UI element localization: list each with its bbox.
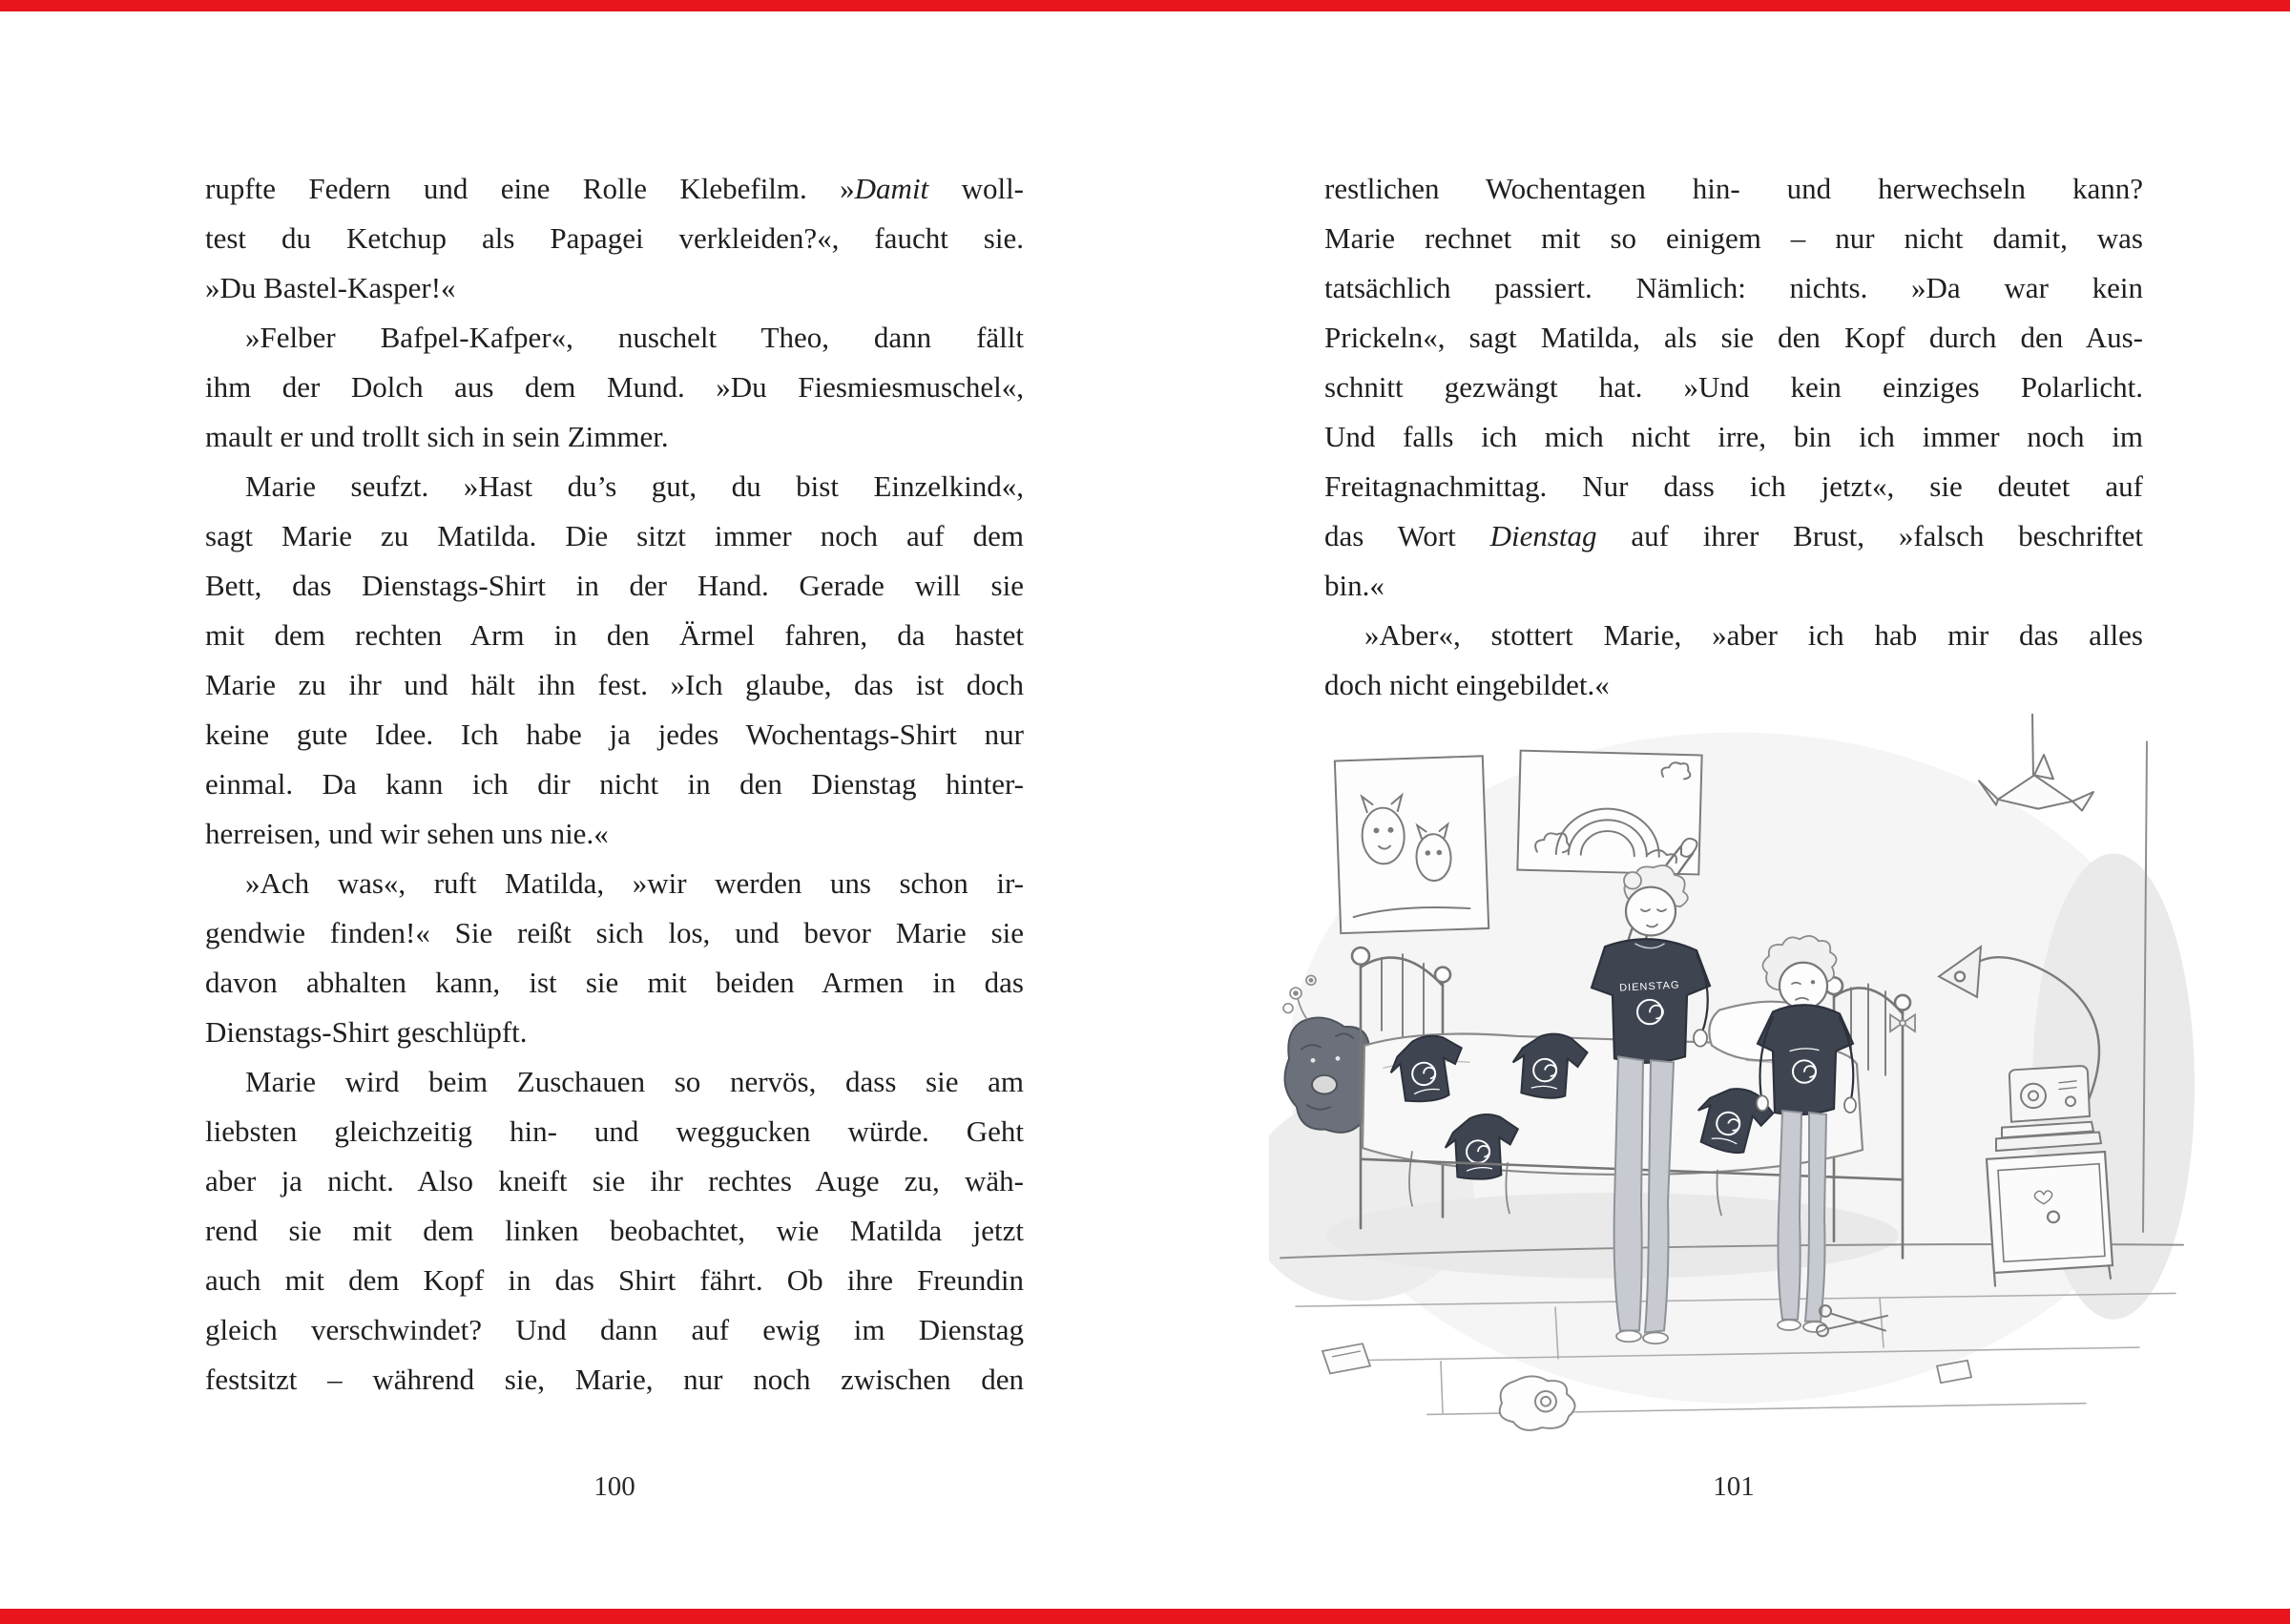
paragraph [205,1057,1024,1405]
text-line: sagt Marie zu Matilda. Die sitzt immer noch auf dem [205,519,1024,552]
text-line: aber ja nicht. Also kneift sie ihr rechtes Auge zu, wäh- [205,1164,1024,1197]
text-line: herreisen, und wir sehen uns nie.« [205,817,609,850]
text-line: doch nicht eingebildet.« [1324,668,1610,701]
left-page-text [205,164,1024,1405]
text-line: restlichen Wochentagen hin- und herwechseln kann? [1324,172,2143,205]
poster-llamas [1335,756,1488,933]
top-edge-bar [0,0,2290,11]
text-line: »Du Bastel-Kasper!« [205,271,456,304]
paper-scrap [1322,1343,1370,1373]
text-line: gendwie finden!« Sie reißt sich los, und bevor Marie sie [205,916,1024,949]
text-line: mit dem rechten Arm in den Ärmel fahren, da hastet [205,618,1024,652]
text-line: test du Ketchup als Papagei verkleiden?«, faucht sie. [205,221,1024,255]
text-line: Prickeln«, sagt Matilda, als sie den Kopf durch den Aus- [1324,321,2143,354]
text-line: schnitt gezwängt hat. »Und kein einziges Polarlicht. [1324,370,2143,404]
text-line: gleich verschwindet? Und dann auf ewig im Dienstag [205,1313,1024,1346]
text-line: Marie zu ihr und hält ihn fest. »Ich glaube, das ist doch [205,668,1024,701]
shirt-label: DIENSTAG [1618,979,1680,994]
text-line: rupfte Federn und eine Rolle Klebefilm. »Damit woll- [205,172,1024,205]
paragraph [205,164,1024,313]
text-line: auch mit dem Kopf in das Shirt fährt. Ob ihre Freundin [205,1263,1024,1297]
bottom-edge-bar [0,1609,2290,1624]
text-line: keine gute Idee. Ich habe ja jedes Wochentags-Shirt nur [205,718,1024,751]
paragraph [205,462,1024,859]
text-line: »Felber Bafpel-Kafper«, nuschelt Theo, dann fällt [245,321,1024,354]
text-line: das Wort Dienstag auf ihrer Brust, »falsch beschriftet [1324,519,2143,552]
paragraph [1324,611,2143,710]
text-line: mault er und trollt sich in sein Zimmer. [205,420,669,453]
text-line: Und falls ich mich nicht irre, bin ich immer noch im [1324,420,2143,453]
text-line: festsitzt – während sie, Marie, nur noch zwischen den [205,1363,1024,1396]
text-line: Bett, das Dienstags-Shirt in der Hand. Gerade will sie [205,569,1024,602]
text-line: »Ach was«, ruft Matilda, »wir werden uns schon ir- [245,866,1024,900]
page-number-left: 100 [593,1471,635,1502]
bedroom-illustration [1269,714,2204,1431]
text-line: Marie rechnet mit so einigem – nur nicht damit, was [1324,221,2143,255]
text-line: tatsächlich passiert. Nämlich: nichts. »Da war kein [1324,271,2143,304]
text-line: bin.« [1324,569,1384,602]
paragraph [1324,164,2143,611]
paragraph [205,859,1024,1057]
right-page-text [1324,164,2143,710]
crumpled-cloth [1500,1376,1575,1430]
text-line: Marie wird beim Zuschauen so nervös, dass sie am [245,1065,1024,1098]
text-line: rend sie mit dem linken beobachtet, wie Matilda jetzt [205,1214,1024,1247]
paragraph [205,313,1024,462]
text-line: Freitagnachmittag. Nur dass ich jetzt«, sie deutet auf [1324,469,2143,503]
text-line: liebsten gleichzeitig hin- und weggucken würde. Geht [205,1114,1024,1148]
text-line: einmal. Da kann ich dir nicht in den Dienstag hinter- [205,767,1024,801]
nightstand [1987,1152,2113,1286]
page-number-right: 101 [1713,1471,1755,1502]
text-line: »Aber«, stottert Marie, »aber ich hab mir das alles [1364,618,2143,652]
text-line: Marie seufzt. »Hast du’s gut, du bist Einzelkind«, [245,469,1024,503]
radio-clock [1996,1066,2101,1151]
text-line: Dienstags-Shirt geschlüpft. [205,1015,528,1049]
text-line: ihm der Dolch aus dem Mund. »Du Fiesmiesmuschel«, [205,370,1024,404]
text-line: davon abhalten kann, ist sie mit beiden Armen in das [205,966,1024,999]
